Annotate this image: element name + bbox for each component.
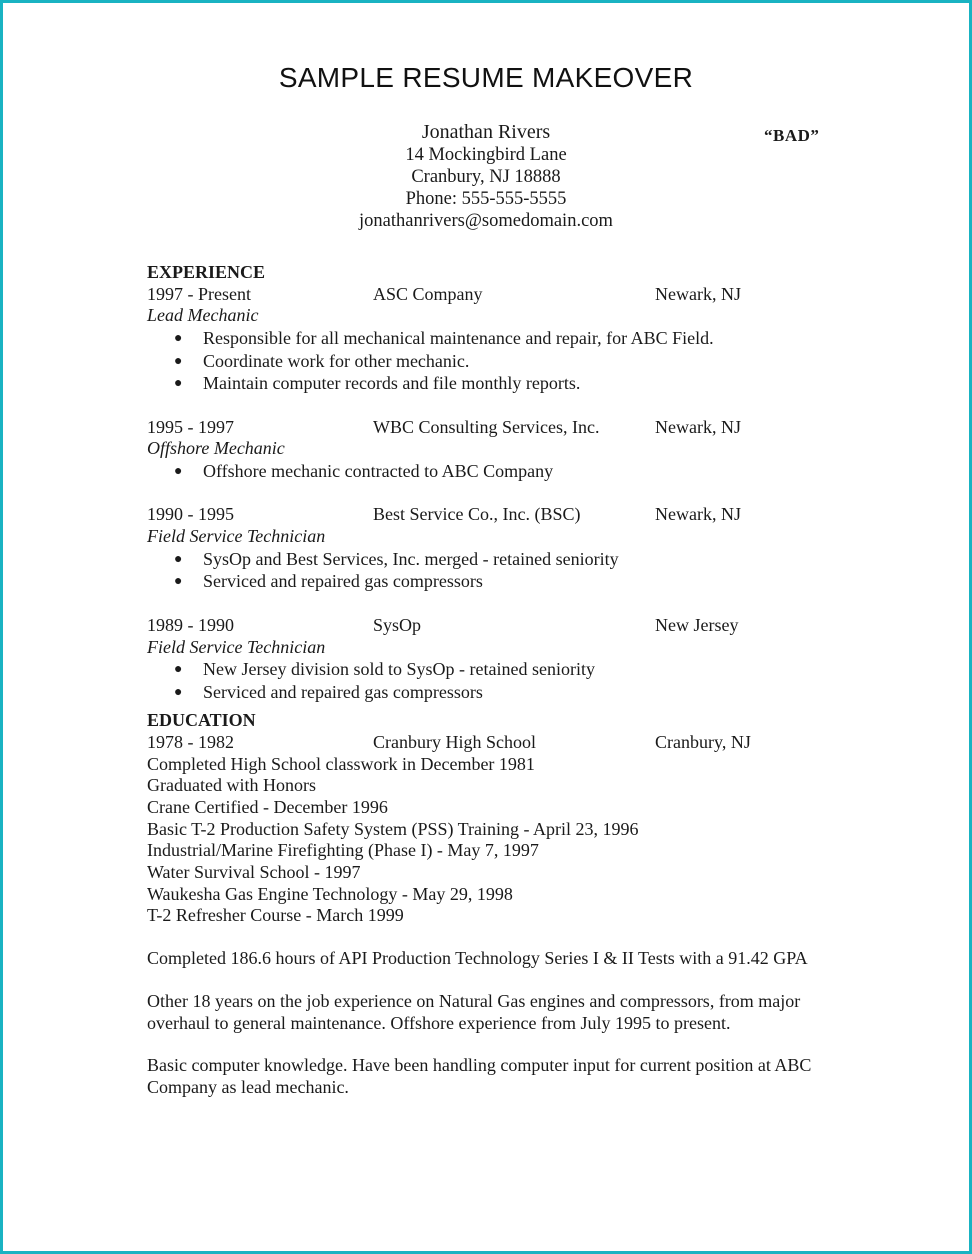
applicant-name: Jonathan Rivers — [421, 121, 551, 143]
education-dates: 1978 - 1982 — [147, 731, 234, 752]
job-location: New Jersey — [655, 614, 739, 635]
job-location: Newark, NJ — [655, 283, 741, 304]
job-duties — [147, 659, 847, 704]
contact-block — [286, 120, 686, 232]
page-title: SAMPLE RESUME MAKEOVER — [278, 62, 694, 93]
education-line: Water Survival School - 1997 — [147, 862, 361, 883]
job-dates: 1995 - 1997 — [147, 416, 234, 437]
phone: Phone: 555-555-5555 — [405, 189, 567, 209]
job-dates: 1989 - 1990 — [147, 614, 234, 635]
paragraph: Other 18 years on the job experience on Natural Gas engines and compressors, from major overhaul to general maintenance. Offshore experience from July 1995 to present. — [147, 990, 801, 1033]
paragraph: Basic computer knowledge. Have been handling computer input for current position at ABC Company as lead mechanic. — [147, 1055, 812, 1097]
bullet-icon: ● — [174, 662, 183, 678]
list-item: ● Serviced and repaired gas compressors — [174, 571, 483, 592]
education-line: Graduated with Honors — [147, 775, 316, 796]
job-duties — [147, 549, 847, 594]
job-dates: 1997 - Present — [147, 283, 251, 304]
education-line: Crane Certified - December 1996 — [147, 797, 388, 818]
job-entry — [147, 615, 847, 704]
education-entry — [147, 732, 847, 754]
job-company: WBC Consulting Services, Inc. — [373, 416, 600, 437]
bullet-icon: ● — [174, 463, 183, 479]
education-line: Basic T-2 Production Safety System (PSS) Training - April 23, 1996 — [147, 818, 639, 839]
list-item: ● New Jersey division sold to SysOp - retained seniority — [174, 659, 595, 680]
bullet-icon: ● — [174, 574, 183, 590]
education-heading: EDUCATION — [147, 710, 256, 731]
education-school: Cranbury High School — [373, 731, 536, 752]
job-duties — [147, 461, 847, 484]
bullet-icon: ● — [174, 376, 183, 392]
list-item: ● Offshore mechanic contracted to ABC Company — [174, 460, 554, 481]
address-line-2: Cranbury, NJ 18888 — [411, 167, 561, 187]
job-role: Lead Mechanic — [147, 305, 259, 326]
list-item: ● Serviced and repaired gas compressors — [174, 681, 483, 702]
job-duties — [147, 328, 847, 396]
job-entry — [147, 417, 847, 484]
resume-body — [147, 262, 847, 1099]
paragraph: Completed 186.6 hours of API Production Technology Series I & II Tests with a 91.42 GPA — [147, 948, 808, 969]
list-item: ● Maintain computer records and file monthly reports. — [174, 373, 581, 394]
job-entry — [147, 284, 847, 396]
job-dates: 1990 - 1995 — [147, 504, 234, 525]
bullet-icon: ● — [174, 331, 183, 347]
list-item: ● SysOp and Best Services, Inc. merged - retained seniority — [174, 548, 619, 569]
job-role: Field Service Technician — [147, 526, 326, 547]
job-role: Offshore Mechanic — [147, 438, 285, 459]
job-location: Newark, NJ — [655, 416, 741, 437]
job-entry — [147, 504, 847, 593]
education-line: Industrial/Marine Firefighting (Phase I) - May 7, 1997 — [147, 840, 539, 861]
education-line: T-2 Refresher Course - March 1999 — [147, 905, 404, 926]
email: jonathanrivers@somedomain.com — [359, 211, 613, 231]
job-company: SysOp — [373, 614, 422, 635]
list-item: ● Coordinate work for other mechanic. — [174, 350, 470, 371]
education-line: Completed High School classwork in December 1981 — [147, 753, 535, 774]
list-item: ● Responsible for all mechanical maintenance and repair, for ABC Field. — [174, 328, 714, 349]
bullet-icon: ● — [174, 353, 183, 369]
job-company: ASC Company — [373, 283, 483, 304]
job-company: Best Service Co., Inc. (BSC) — [373, 504, 581, 525]
education-location: Cranbury, NJ — [655, 731, 751, 752]
bad-label: “BAD” — [764, 126, 820, 145]
address-line-1: 14 Mockingbird Lane — [405, 145, 567, 165]
bullet-icon: ● — [174, 684, 183, 700]
job-location: Newark, NJ — [655, 504, 741, 525]
experience-heading: EXPERIENCE — [147, 262, 266, 282]
education-line: Waukesha Gas Engine Technology - May 29, 1998 — [147, 883, 513, 904]
job-role: Field Service Technician — [147, 636, 326, 657]
bullet-icon: ● — [174, 551, 183, 567]
